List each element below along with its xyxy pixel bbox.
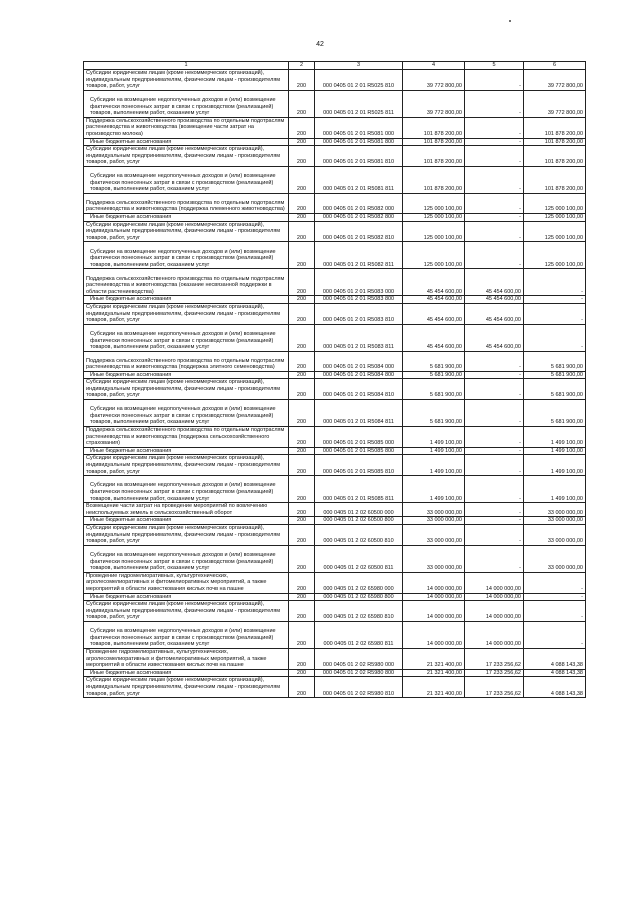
table-row (84, 379, 586, 400)
row-code-cell: 200 (289, 476, 315, 503)
table-row (84, 324, 586, 351)
row-approved-amount-cell: 45 454 600,00 (403, 269, 465, 296)
row-approved-amount-cell: 45 454 600,00 (403, 296, 465, 304)
row-classification-cell: 000 0405 01 2 01 R5085 000 (315, 427, 403, 448)
row-classification-cell: 000 0405 01 2 02 65980 811 (315, 621, 403, 648)
row-executed-amount-cell: - (465, 503, 524, 517)
row-executed-amount-cell: 14 000 000,00 (465, 572, 524, 593)
row-remaining-amount-cell: 5 681 900,00 (524, 371, 586, 379)
row-classification-cell: 000 0405 01 2 01 R5081 810 (315, 146, 403, 167)
row-executed-amount-cell: - (465, 166, 524, 193)
row-classification-cell: 000 0405 01 2 02 65980 000 (315, 572, 403, 593)
row-code-cell: 200 (289, 648, 315, 669)
row-classification-cell: 000 0405 01 2 01 R5025 810 (315, 70, 403, 91)
row-code-cell: 200 (289, 213, 315, 221)
row-executed-amount-cell: 17 233 256,62 (465, 669, 524, 677)
row-name-cell: Поддержка сельскохозяйственного производства по отдельным подотраслям растениеводства и животноводства (поддержка элитного семеноводства) (84, 351, 289, 371)
row-classification-cell: 000 0405 01 2 01 R5082 000 (315, 193, 403, 213)
row-code-cell: 200 (289, 193, 315, 213)
row-approved-amount-cell: 14 000 000,00 (403, 601, 465, 622)
row-name-cell: Иные бюджетные ассигнования (84, 296, 289, 304)
row-code-cell: 200 (289, 503, 315, 517)
row-remaining-amount-cell: 5 681 900,00 (524, 379, 586, 400)
table-body (84, 70, 586, 698)
table-row (84, 70, 586, 91)
row-executed-amount-cell: - (465, 517, 524, 525)
table-row (84, 621, 586, 648)
row-code-cell: 200 (289, 455, 315, 476)
table-row (84, 455, 586, 476)
row-approved-amount-cell: 33 000 000,00 (403, 525, 465, 546)
row-approved-amount-cell: 125 000 100,00 (403, 213, 465, 221)
row-name-cell: Иные бюджетные ассигнования (84, 138, 289, 146)
row-code-cell: 200 (289, 601, 315, 622)
row-executed-amount-cell: 17 233 256,62 (465, 677, 524, 698)
row-remaining-amount-cell: 125 000 100,00 (524, 221, 586, 242)
column-header-4: 4 (403, 62, 465, 70)
row-executed-amount-cell: 45 454 600,00 (465, 296, 524, 304)
row-remaining-amount-cell: 101 878 200,00 (524, 166, 586, 193)
row-name-cell: Субсидии на возмещение недополученных доходов и (или) возмещение фактически понесенных затрат в связи с производством (реализацией) товаров, выполнением работ, оказанием услуг (84, 90, 289, 117)
row-executed-amount-cell: 17 233 256,62 (465, 648, 524, 669)
row-executed-amount-cell: - (465, 476, 524, 503)
table-row (84, 303, 586, 324)
row-name-cell: Поддержка сельскохозяйственного производства по отдельным подотраслям растениеводства и животноводства (поддержка племенного животноводства) (84, 193, 289, 213)
row-code-cell: 200 (289, 593, 315, 601)
row-executed-amount-cell: 45 454 600,00 (465, 269, 524, 296)
row-executed-amount-cell: - (465, 525, 524, 546)
row-classification-cell: 000 0405 01 2 01 R5084 811 (315, 400, 403, 427)
row-remaining-amount-cell: 33 000 000,00 (524, 545, 586, 572)
row-remaining-amount-cell: - (524, 269, 586, 296)
row-classification-cell: 000 0405 01 2 01 R5082 800 (315, 213, 403, 221)
row-classification-cell: 000 0405 01 2 02 60500 000 (315, 503, 403, 517)
row-classification-cell: 000 0405 01 2 02 R5980 810 (315, 677, 403, 698)
row-name-cell: Иные бюджетные ассигнования (84, 447, 289, 455)
row-code-cell: 200 (289, 677, 315, 698)
row-name-cell: Субсидии на возмещение недополученных доходов и (или) возмещение фактически понесенных затрат в связи с производством (реализацией) товаров, выполнением работ, оказанием услуг (84, 476, 289, 503)
row-name-cell: Субсидии на возмещение недополученных доходов и (или) возмещение фактически понесенных затрат в связи с производством (реализацией) товаров, выполнением работ, оказанием услуг (84, 166, 289, 193)
budget-table (83, 61, 586, 698)
table-row (84, 213, 586, 221)
row-remaining-amount-cell: 4 088 143,38 (524, 648, 586, 669)
row-remaining-amount-cell: 4 088 143,38 (524, 677, 586, 698)
row-remaining-amount-cell: - (524, 303, 586, 324)
row-code-cell: 200 (289, 447, 315, 455)
row-approved-amount-cell: 5 681 900,00 (403, 351, 465, 371)
row-name-cell: Возмещение части затрат на проведение мероприятий по вовлечению неиспользуемых земель в сельскохозяйственный оборот (84, 503, 289, 517)
row-executed-amount-cell: - (465, 90, 524, 117)
row-classification-cell: 000 0405 01 2 01 R5084 000 (315, 351, 403, 371)
row-approved-amount-cell: 39 772 800,00 (403, 90, 465, 117)
row-name-cell: Субсидии юридическим лицам (кроме некоммерческих организаций), индивидуальным предпринимателям, физическим лицам - производителям товаров, работ, услуг (84, 146, 289, 167)
row-remaining-amount-cell: - (524, 601, 586, 622)
row-approved-amount-cell: 125 000 100,00 (403, 193, 465, 213)
row-code-cell: 200 (289, 242, 315, 269)
column-header-3: 3 (315, 62, 403, 70)
row-code-cell: 200 (289, 90, 315, 117)
row-remaining-amount-cell: 5 681 900,00 (524, 400, 586, 427)
row-name-cell: Субсидии юридическим лицам (кроме некоммерческих организаций), индивидуальным предпринимателям, физическим лицам - производителям товаров, работ, услуг (84, 303, 289, 324)
row-approved-amount-cell: 33 000 000,00 (403, 503, 465, 517)
row-remaining-amount-cell: - (524, 621, 586, 648)
row-executed-amount-cell: - (465, 427, 524, 448)
row-classification-cell: 000 0405 01 2 01 R5025 811 (315, 90, 403, 117)
row-approved-amount-cell: 1 499 100,00 (403, 476, 465, 503)
row-approved-amount-cell: 5 681 900,00 (403, 400, 465, 427)
row-code-cell: 200 (289, 296, 315, 304)
row-executed-amount-cell: - (465, 400, 524, 427)
row-remaining-amount-cell: 39 772 800,00 (524, 90, 586, 117)
row-approved-amount-cell: 101 878 200,00 (403, 146, 465, 167)
row-approved-amount-cell: 125 000 100,00 (403, 221, 465, 242)
row-remaining-amount-cell: 33 000 000,00 (524, 525, 586, 546)
row-code-cell: 200 (289, 146, 315, 167)
row-remaining-amount-cell: 4 088 143,38 (524, 669, 586, 677)
row-name-cell: Субсидии юридическим лицам (кроме некоммерческих организаций), индивидуальным предпринимателям, физическим лицам - производителям товаров, работ, услуг (84, 601, 289, 622)
row-name-cell: Иные бюджетные ассигнования (84, 669, 289, 677)
row-approved-amount-cell: 101 878 200,00 (403, 166, 465, 193)
table-row (84, 166, 586, 193)
page-number: 42 (316, 41, 324, 48)
table-row (84, 572, 586, 593)
row-approved-amount-cell: 101 878 200,00 (403, 117, 465, 138)
table-row (84, 545, 586, 572)
row-executed-amount-cell: - (465, 351, 524, 371)
table-row (84, 447, 586, 455)
table-row (84, 351, 586, 371)
table-row (84, 601, 586, 622)
row-classification-cell: 000 0405 01 2 01 R5081 800 (315, 138, 403, 146)
table-row (84, 296, 586, 304)
row-classification-cell: 000 0405 01 2 01 R5084 800 (315, 371, 403, 379)
row-code-cell: 200 (289, 351, 315, 371)
row-remaining-amount-cell: - (524, 296, 586, 304)
table-row (84, 593, 586, 601)
row-remaining-amount-cell: - (524, 593, 586, 601)
row-code-cell: 200 (289, 572, 315, 593)
row-classification-cell: 000 0405 01 2 01 R5081 000 (315, 117, 403, 138)
row-remaining-amount-cell: 101 878 200,00 (524, 117, 586, 138)
table-row (84, 677, 586, 698)
row-remaining-amount-cell: - (524, 572, 586, 593)
row-code-cell: 200 (289, 166, 315, 193)
row-executed-amount-cell: - (465, 221, 524, 242)
row-executed-amount-cell: - (465, 242, 524, 269)
row-classification-cell: 000 0405 01 2 01 R5081 811 (315, 166, 403, 193)
row-executed-amount-cell: - (465, 146, 524, 167)
row-remaining-amount-cell: 33 000 000,00 (524, 503, 586, 517)
row-approved-amount-cell: 21 321 400,00 (403, 669, 465, 677)
row-name-cell: Субсидии юридическим лицам (кроме некоммерческих организаций), индивидуальным предпринимателям, физическим лицам - производителям товаров, работ, услуг (84, 455, 289, 476)
table-row (84, 427, 586, 448)
column-header-6: 6 (524, 62, 586, 70)
row-name-cell: Иные бюджетные ассигнования (84, 213, 289, 221)
row-approved-amount-cell: 14 000 000,00 (403, 593, 465, 601)
row-approved-amount-cell: 5 681 900,00 (403, 379, 465, 400)
row-classification-cell: 000 0405 01 2 02 60500 810 (315, 525, 403, 546)
row-remaining-amount-cell: 125 000 100,00 (524, 213, 586, 221)
row-name-cell: Иные бюджетные ассигнования (84, 517, 289, 525)
row-classification-cell: 000 0405 01 2 01 R5083 810 (315, 303, 403, 324)
row-executed-amount-cell: - (465, 379, 524, 400)
row-remaining-amount-cell: 125 000 100,00 (524, 193, 586, 213)
row-classification-cell: 000 0405 01 2 01 R5085 800 (315, 447, 403, 455)
row-approved-amount-cell: 1 499 100,00 (403, 455, 465, 476)
row-name-cell: Субсидии юридическим лицам (кроме некоммерческих организаций), индивидуальным предпринимателям, физическим лицам - производителям товаров, работ, услуг (84, 221, 289, 242)
row-remaining-amount-cell: 1 499 100,00 (524, 447, 586, 455)
row-classification-cell: 000 0405 01 2 01 R5083 800 (315, 296, 403, 304)
column-header-2: 2 (289, 62, 315, 70)
row-classification-cell: 000 0405 01 2 01 R5082 811 (315, 242, 403, 269)
row-name-cell: Поддержка сельскохозяйственного производства по отдельным подотраслям растениеводства и животноводства (оказание несвязанной поддержки в области растениеводства) (84, 269, 289, 296)
row-approved-amount-cell: 5 681 900,00 (403, 371, 465, 379)
row-classification-cell: 000 0405 01 2 02 R5980 000 (315, 648, 403, 669)
row-classification-cell: 000 0405 01 2 01 R5083 811 (315, 324, 403, 351)
row-executed-amount-cell: - (465, 193, 524, 213)
table-row (84, 525, 586, 546)
row-approved-amount-cell: 1 499 100,00 (403, 447, 465, 455)
row-executed-amount-cell: - (465, 447, 524, 455)
table-row (84, 193, 586, 213)
row-executed-amount-cell: - (465, 455, 524, 476)
row-approved-amount-cell: 45 454 600,00 (403, 324, 465, 351)
row-remaining-amount-cell: 125 000 100,00 (524, 242, 586, 269)
table-row (84, 221, 586, 242)
table-row (84, 400, 586, 427)
table-row (84, 476, 586, 503)
row-classification-cell: 000 0405 01 2 01 R5084 810 (315, 379, 403, 400)
row-approved-amount-cell: 33 000 000,00 (403, 517, 465, 525)
row-classification-cell: 000 0405 01 2 02 65980 810 (315, 601, 403, 622)
row-name-cell: Иные бюджетные ассигнования (84, 371, 289, 379)
column-header-5: 5 (465, 62, 524, 70)
row-classification-cell: 000 0405 01 2 01 R5083 000 (315, 269, 403, 296)
row-remaining-amount-cell: 39 772 800,00 (524, 70, 586, 91)
row-code-cell: 200 (289, 303, 315, 324)
row-executed-amount-cell: - (465, 371, 524, 379)
row-name-cell: Субсидии юридическим лицам (кроме некоммерческих организаций), индивидуальным предпринимателям, физическим лицам - производителям товаров, работ, услуг (84, 677, 289, 698)
table-row (84, 669, 586, 677)
row-executed-amount-cell: - (465, 545, 524, 572)
row-name-cell: Субсидии юридическим лицам (кроме некоммерческих организаций), индивидуальным предпринимателям, физическим лицам - производителям товаров, работ, услуг (84, 379, 289, 400)
row-code-cell: 200 (289, 324, 315, 351)
row-code-cell: 200 (289, 525, 315, 546)
row-executed-amount-cell: 14 000 000,00 (465, 621, 524, 648)
table-row (84, 138, 586, 146)
row-approved-amount-cell: 101 878 200,00 (403, 138, 465, 146)
row-code-cell: 200 (289, 70, 315, 91)
row-classification-cell: 000 0405 01 2 02 60500 811 (315, 545, 403, 572)
row-name-cell: Субсидии на возмещение недополученных доходов и (или) возмещение фактически понесенных затрат в связи с производством (реализацией) товаров, выполнением работ, оказанием услуг (84, 242, 289, 269)
row-approved-amount-cell: 21 321 400,00 (403, 677, 465, 698)
row-classification-cell: 000 0405 01 2 01 R5085 810 (315, 455, 403, 476)
row-classification-cell: 000 0405 01 2 01 R5082 810 (315, 221, 403, 242)
row-name-cell: Субсидии на возмещение недополученных доходов и (или) возмещение фактически понесенных затрат в связи с производством (реализацией) товаров, выполнением работ, оказанием услуг (84, 545, 289, 572)
row-name-cell: Субсидии юридическим лицам (кроме некоммерческих организаций), индивидуальным предпринимателям, физическим лицам - производителям товаров, работ, услуг (84, 525, 289, 546)
row-name-cell: Проведение гидромелиоративных, культуртехнических, агролесомелиоративных и фитомелиоративных мероприятий, а также мероприятий в области известкования кислых почв на пашне (84, 572, 289, 593)
row-remaining-amount-cell: 1 499 100,00 (524, 476, 586, 503)
row-classification-cell: 000 0405 01 2 02 60500 800 (315, 517, 403, 525)
row-remaining-amount-cell: - (524, 324, 586, 351)
scan-speck (509, 20, 511, 22)
row-executed-amount-cell: 45 454 600,00 (465, 324, 524, 351)
row-remaining-amount-cell: 33 000 000,00 (524, 517, 586, 525)
table-row (84, 503, 586, 517)
row-approved-amount-cell: 14 000 000,00 (403, 621, 465, 648)
row-code-cell: 200 (289, 517, 315, 525)
row-code-cell: 200 (289, 269, 315, 296)
row-executed-amount-cell: - (465, 70, 524, 91)
row-code-cell: 200 (289, 379, 315, 400)
row-approved-amount-cell: 39 772 800,00 (403, 70, 465, 91)
row-code-cell: 200 (289, 545, 315, 572)
table-row (84, 242, 586, 269)
table-row (84, 371, 586, 379)
table-row (84, 648, 586, 669)
row-code-cell: 200 (289, 138, 315, 146)
row-code-cell: 200 (289, 669, 315, 677)
row-name-cell: Поддержка сельскохозяйственного производства по отдельным подотраслям растениеводства и животноводства (поддержка сельскохозяйственного страхования) (84, 427, 289, 448)
row-executed-amount-cell: - (465, 117, 524, 138)
row-remaining-amount-cell: 5 681 900,00 (524, 351, 586, 371)
row-approved-amount-cell: 14 000 000,00 (403, 572, 465, 593)
row-executed-amount-cell: 45 454 600,00 (465, 303, 524, 324)
row-name-cell: Проведение гидромелиоративных, культуртехнических, агролесомелиоративных и фитомелиоративных мероприятий, а также мероприятий в области известкования кислых почв на пашне (84, 648, 289, 669)
table-row (84, 269, 586, 296)
row-name-cell: Субсидии на возмещение недополученных доходов и (или) возмещение фактически понесенных затрат в связи с производством (реализацией) товаров, выполнением работ, оказанием услуг (84, 400, 289, 427)
row-code-cell: 200 (289, 117, 315, 138)
table-header-row (84, 62, 586, 70)
row-approved-amount-cell: 1 499 100,00 (403, 427, 465, 448)
table-row (84, 90, 586, 117)
row-code-cell: 200 (289, 221, 315, 242)
column-header-1: 1 (84, 62, 289, 70)
row-name-cell: Субсидии на возмещение недополученных доходов и (или) возмещение фактически понесенных затрат в связи с производством (реализацией) товаров, выполнением работ, оказанием услуг (84, 324, 289, 351)
row-remaining-amount-cell: 101 878 200,00 (524, 146, 586, 167)
row-approved-amount-cell: 33 000 000,00 (403, 545, 465, 572)
table-row (84, 517, 586, 525)
row-executed-amount-cell: - (465, 138, 524, 146)
row-remaining-amount-cell: 1 499 100,00 (524, 455, 586, 476)
row-name-cell: Поддержка сельскохозяйственного производства по отдельным подотраслям растениеводства и животноводства (возмещение части затрат на производство молока) (84, 117, 289, 138)
row-name-cell: Субсидии на возмещение недополученных доходов и (или) возмещение фактически понесенных затрат в связи с производством (реализацией) товаров, выполнением работ, оказанием услуг (84, 621, 289, 648)
row-classification-cell: 000 0405 01 2 02 65980 800 (315, 593, 403, 601)
row-code-cell: 200 (289, 371, 315, 379)
row-executed-amount-cell: - (465, 213, 524, 221)
row-executed-amount-cell: 14 000 000,00 (465, 601, 524, 622)
row-approved-amount-cell: 21 321 400,00 (403, 648, 465, 669)
row-name-cell: Субсидии юридическим лицам (кроме некоммерческих организаций), индивидуальным предпринимателям, физическим лицам - производителям товаров, работ, услуг (84, 70, 289, 91)
row-name-cell: Иные бюджетные ассигнования (84, 593, 289, 601)
row-remaining-amount-cell: 101 878 200,00 (524, 138, 586, 146)
row-code-cell: 200 (289, 427, 315, 448)
row-classification-cell: 000 0405 01 2 02 R5980 800 (315, 669, 403, 677)
row-executed-amount-cell: 14 000 000,00 (465, 593, 524, 601)
row-remaining-amount-cell: 1 499 100,00 (524, 427, 586, 448)
row-code-cell: 200 (289, 400, 315, 427)
row-approved-amount-cell: 45 454 600,00 (403, 303, 465, 324)
row-approved-amount-cell: 125 000 100,00 (403, 242, 465, 269)
table-row (84, 117, 586, 138)
row-code-cell: 200 (289, 621, 315, 648)
row-classification-cell: 000 0405 01 2 01 R5085 811 (315, 476, 403, 503)
table-row (84, 146, 586, 167)
